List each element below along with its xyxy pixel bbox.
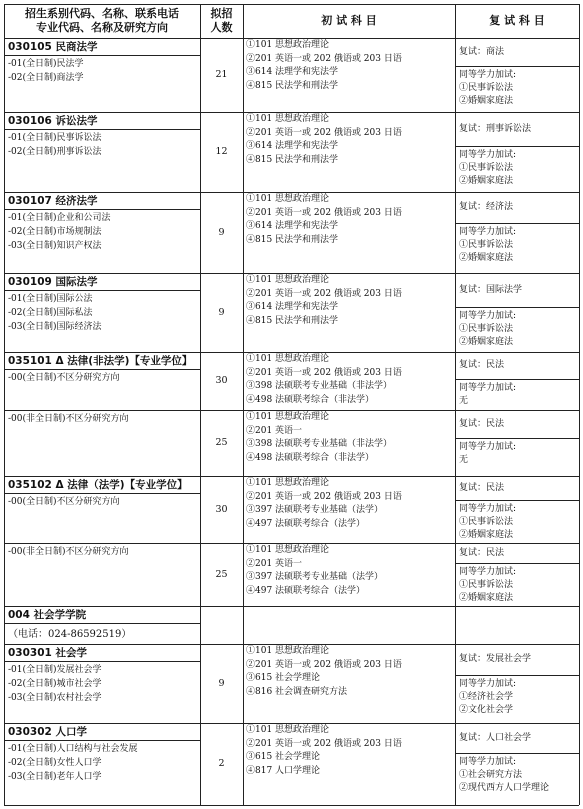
extra-exam-item: 同等学力加试: [459, 504, 517, 514]
extra-exam-item: 同等学力加试: [459, 567, 517, 577]
extra-exam-item: 同等学力加试: [459, 70, 517, 80]
major-title: 035101 Δ 法律(非法学)【专业学位】 [8, 355, 193, 367]
equivalent-extra-exams [455, 149, 579, 192]
exam-subject: ④816 社会调查研究方法 [246, 686, 348, 697]
research-direction: -02(全日制)商法学 [8, 73, 84, 83]
research-direction: -00(全日制)不区分研究方向 [8, 373, 120, 383]
header-line: 招生系别代码、名称、联系电话 [25, 7, 179, 20]
extra-exam-item: ①民事诉讼法 [459, 83, 514, 93]
exam-subject: ③397 法硕联考专业基础（法学） [246, 505, 384, 516]
research-direction: -02(全日制)刑事诉讼法 [8, 147, 102, 157]
exam-subject: ②201 英语一或 202 俄语或 203 日语 [246, 288, 402, 299]
major-title: 030302 人口学 [8, 726, 87, 738]
exam-subject: ④815 民法学和刑法学 [246, 315, 339, 326]
planned-enrollment: 2 [218, 758, 225, 769]
major-underline [4, 623, 200, 624]
research-direction: -02(全日制)市场规制法 [8, 227, 102, 237]
exam-subject: ②201 英语一或 202 俄语或 203 日语 [246, 53, 402, 64]
exam-subject: ③398 法硕联考专业基础（非法学） [246, 439, 393, 450]
extra-exam-item: ②婚姻家庭法 [459, 337, 514, 347]
initial-exam-list [243, 274, 455, 351]
exam-subject: ①101 思想政治理论 [246, 40, 330, 50]
exam-subject: ②201 英语一 [246, 425, 303, 436]
column-border [4, 4, 5, 805]
exam-subject: ①101 思想政治理论 [246, 545, 330, 555]
major-underline [4, 290, 200, 291]
extra-exam-item: ①社会研究方法 [459, 770, 523, 780]
exam-subject: ③397 法硕联考专业基础（法学） [246, 572, 384, 583]
exam-subject: ④815 民法学和刑法学 [246, 154, 339, 165]
exam-subject: ①101 思想政治理论 [246, 478, 330, 488]
exam-subject: ①101 思想政治理论 [246, 725, 330, 735]
major-title: 030105 民商法学 [8, 41, 98, 53]
research-direction: -03(全日制)老年人口学 [8, 772, 102, 782]
planned-enrollment: 25 [215, 437, 228, 448]
retest-divider [455, 379, 579, 380]
extra-exam-item: ②婚姻家庭法 [459, 253, 514, 263]
initial-exam-list [243, 353, 455, 409]
department-phone: （电话：024-86592519） [8, 629, 132, 640]
extra-exam-item: ①民事诉讼法 [459, 163, 514, 173]
research-direction: -01(全日制)人口结构与社会发展 [8, 744, 138, 754]
extra-exam-item: 无 [459, 455, 469, 465]
equivalent-extra-exams [455, 566, 579, 606]
equivalent-extra-exams [455, 756, 579, 805]
major-underline [4, 740, 200, 741]
research-direction: -03(全日制)农村社会学 [8, 693, 102, 703]
research-direction: -01(全日制)企业和公司法 [8, 213, 111, 223]
major-title: 030106 诉讼法学 [8, 115, 98, 127]
row-border [4, 805, 579, 806]
retest-subject: 复试：刑事诉讼法 [459, 124, 532, 134]
exam-subject: ②201 英语一或 202 俄语或 203 日语 [246, 659, 402, 670]
column-border [579, 4, 580, 805]
exam-subject: ④815 民法学和刑法学 [246, 234, 339, 245]
extra-exam-item: 同等学力加试: [459, 383, 517, 393]
planned-enrollment: 9 [218, 227, 225, 238]
major-title: 030109 国际法学 [8, 276, 98, 288]
retest-divider [455, 563, 579, 564]
exam-subject: ③615 社会学理论 [246, 752, 321, 763]
research-direction: -00(非全日制)不区分研究方向 [8, 547, 129, 557]
retest-subject: 复试：经济法 [459, 202, 514, 212]
planned-enrollment: 30 [215, 504, 228, 515]
initial-exam-list [243, 113, 455, 191]
header-line: 拟招 [210, 7, 233, 20]
equivalent-extra-exams [455, 678, 579, 723]
research-direction: -02(全日制)国际私法 [8, 308, 93, 318]
column-border [455, 4, 456, 805]
major-title: 035102 Δ 法律（法学)【专业学位】 [8, 479, 188, 491]
initial-exam-list [243, 724, 455, 804]
major-underline [4, 369, 200, 370]
exam-subject: ③614 法理学和宪法学 [246, 67, 339, 78]
research-direction: -03(全日制)国际经济法 [8, 322, 102, 332]
exam-subject: ③398 法硕联考专业基础（非法学） [246, 381, 393, 392]
major-title: 004 社会学学院 [8, 609, 87, 621]
extra-exam-item: ①民事诉讼法 [459, 580, 514, 590]
planned-enrollment: 25 [215, 569, 228, 580]
planned-enrollment: 9 [218, 307, 225, 318]
exam-subject: ③614 法理学和宪法学 [246, 302, 339, 313]
initial-exam-list [243, 39, 455, 111]
extra-exam-item: 同等学力加试: [459, 679, 517, 689]
extra-exam-item: 同等学力加试: [459, 150, 517, 160]
exam-subject: ③615 社会学理论 [246, 673, 321, 684]
retest-subject: 复试：国际法学 [459, 285, 523, 295]
extra-exam-item: ②婚姻家庭法 [459, 530, 514, 540]
research-direction: -03(全日制)知识产权法 [8, 241, 102, 251]
extra-exam-item: ①民事诉讼法 [459, 240, 514, 250]
retest-subject: 复试：商法 [459, 47, 505, 57]
planned-enrollment: 9 [218, 678, 225, 689]
retest-subject: 复试：发展社会学 [459, 654, 532, 664]
major-underline [4, 661, 200, 662]
header-col-exams: 初 试 科 目 [321, 14, 377, 27]
exam-subject: ①101 思想政治理论 [246, 412, 330, 422]
exam-subject: ②201 英语一或 202 俄语或 203 日语 [246, 207, 402, 218]
research-direction: -02(全日制)女性人口学 [8, 758, 102, 768]
initial-exam-list [243, 411, 455, 475]
retest-divider [455, 146, 579, 147]
equivalent-extra-exams [455, 226, 579, 273]
equivalent-extra-exams [455, 441, 579, 476]
exam-subject: ①101 思想政治理论 [246, 354, 330, 364]
retest-divider [455, 438, 579, 439]
retest-divider [455, 500, 579, 501]
extra-exam-item: ①民事诉讼法 [459, 324, 514, 334]
extra-exam-item: ②文化社会学 [459, 705, 514, 715]
equivalent-extra-exams [455, 310, 579, 352]
exam-subject: ②201 英语一 [246, 558, 303, 569]
exam-subject: ④815 民法学和刑法学 [246, 80, 339, 91]
exam-subject: ①101 思想政治理论 [246, 275, 330, 285]
research-direction: -01(全日制)发展社会学 [8, 665, 102, 675]
retest-divider [455, 675, 579, 676]
header-line: 专业代码、名称及研究方向 [36, 21, 168, 34]
equivalent-extra-exams [455, 382, 579, 410]
initial-exam-list [243, 477, 455, 542]
initial-exam-list [243, 645, 455, 722]
header-line: 人数 [210, 21, 233, 34]
header-bottom-border [4, 38, 579, 39]
major-underline [4, 55, 200, 56]
research-direction: -00(全日制)不区分研究方向 [8, 497, 120, 507]
extra-exam-item: 同等学力加试: [459, 227, 517, 237]
retest-subject: 复试：民法 [459, 360, 505, 370]
equivalent-extra-exams [455, 503, 579, 543]
major-underline [4, 493, 200, 494]
retest-subject: 复试：民法 [459, 548, 505, 558]
retest-subject: 复试：民法 [459, 419, 505, 429]
retest-subject: 复试：民法 [459, 483, 505, 493]
extra-exam-item: 同等学力加试: [459, 757, 517, 767]
extra-exam-item: 无 [459, 396, 469, 406]
extra-exam-item: ①经济社会学 [459, 692, 514, 702]
exam-subject: ①101 思想政治理论 [246, 114, 330, 124]
major-underline [4, 209, 200, 210]
major-title: 030107 经济法学 [8, 195, 98, 207]
table-top-border [4, 4, 579, 5]
research-direction: -00(非全日制)不区分研究方向 [8, 414, 129, 424]
exam-subject: ②201 英语一或 202 俄语或 203 日语 [246, 127, 402, 138]
header-col-retest: 复 试 科 目 [489, 14, 545, 27]
research-direction: -01(全日制)民事诉讼法 [8, 133, 102, 143]
exam-subject: ④498 法硕联考综合（非法学） [246, 452, 375, 463]
exam-subject: ④498 法硕联考综合（非法学） [246, 394, 375, 405]
extra-exam-item: ②现代西方人口学理论 [459, 783, 550, 793]
initial-exam-list [243, 193, 455, 272]
exam-subject: ②201 英语一或 202 俄语或 203 日语 [246, 491, 402, 502]
row-border [4, 606, 579, 607]
header-col-plan [200, 7, 243, 37]
extra-exam-item: ②婚姻家庭法 [459, 593, 514, 603]
column-border [243, 4, 244, 805]
extra-exam-item: 同等学力加试: [459, 311, 517, 321]
exam-subject: ③614 法理学和宪法学 [246, 141, 339, 152]
retest-divider [455, 223, 579, 224]
exam-subject: ③614 法理学和宪法学 [246, 221, 339, 232]
extra-exam-item: ②婚姻家庭法 [459, 176, 514, 186]
major-title: 030301 社会学 [8, 647, 87, 659]
extra-exam-item: ②婚姻家庭法 [459, 96, 514, 106]
research-direction: -01(全日制)民法学 [8, 59, 84, 69]
extra-exam-item: ①民事诉讼法 [459, 517, 514, 527]
retest-divider [455, 307, 579, 308]
exam-subject: ②201 英语一或 202 俄语或 203 日语 [246, 738, 402, 749]
initial-exam-list [243, 544, 455, 605]
major-underline [4, 129, 200, 130]
exam-subject: ①101 思想政治理论 [246, 194, 330, 204]
research-direction: -02(全日制)城市社会学 [8, 679, 102, 689]
exam-subject: ②201 英语一或 202 俄语或 203 日语 [246, 367, 402, 378]
research-direction: -01(全日制)国际公法 [8, 294, 93, 304]
header-col-department [4, 7, 200, 37]
column-border [200, 4, 201, 805]
retest-divider [455, 66, 579, 67]
equivalent-extra-exams [455, 69, 579, 112]
retest-divider [455, 753, 579, 754]
extra-exam-item: 同等学力加试: [459, 442, 517, 452]
planned-enrollment: 30 [215, 375, 228, 386]
exam-subject: ①101 思想政治理论 [246, 646, 330, 656]
exam-subject: ④817 人口学理论 [246, 765, 321, 776]
planned-enrollment: 21 [215, 69, 228, 80]
retest-subject: 复试：人口社会学 [459, 733, 532, 743]
exam-subject: ④497 法硕联考综合（法学） [246, 518, 366, 529]
planned-enrollment: 12 [215, 146, 228, 157]
exam-subject: ④497 法硕联考综合（法学） [246, 585, 366, 596]
